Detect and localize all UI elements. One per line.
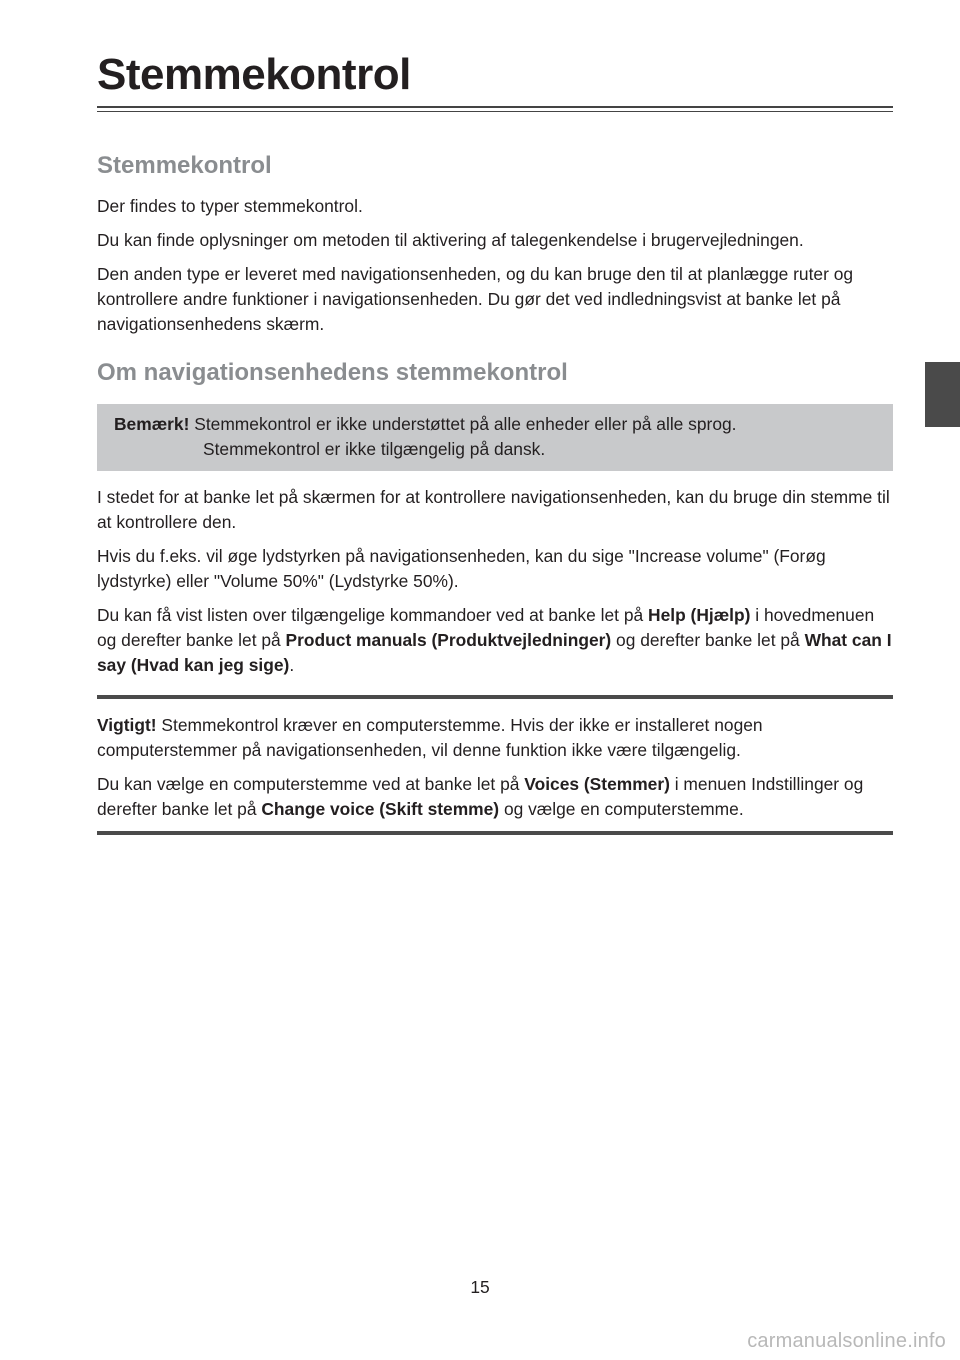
text-run: og vælge en computerstemme. [499,799,744,819]
note-label: Bemærk! [114,414,190,434]
section-heading-navigation-voice: Om navigationsenhedens stemmekontrol [97,359,568,386]
text-run: Du kan vælge en computerstemme ved at banke let på [97,774,525,794]
menu-term: Help (Hjælp) [648,605,751,625]
page-title: Stemmekontrol [97,50,411,99]
text-run: Stemmekontrol kræver en computerstemme. Hvis der ikke er installeret nogen computerstemmer på navigationsenheden, vil denne funktion ikke være tilgængelig. [97,715,763,760]
watermark: carmanualsonline.info [747,1330,946,1352]
note-text: Stemmekontrol er ikke understøttet på alle enheder eller på alle sprog. [189,414,737,434]
important-top-rule [97,695,893,699]
page-number: 15 [470,1277,490,1297]
paragraph: Du kan finde oplysninger om metoden til aktivering af talegenkendelse i brugervejledningen. [97,230,804,250]
menu-term: Change voice (Skift stemme) [261,799,500,819]
paragraph [97,713,893,763]
text-run: og derefter banke let på [611,630,805,650]
text-run: . [289,655,295,675]
important-box [97,713,893,822]
paragraph: Der findes to typer stemmekontrol. [97,196,363,216]
page-content [97,152,893,835]
note-line-1 [114,412,877,437]
menu-term: Product manuals (Produktvejledninger) [285,630,612,650]
important-label: Vigtigt! [97,715,157,735]
text-run: i menuen Indstillinger og derefter banke let på [97,774,864,819]
text-run: i hovedmenuen og derefter banke let på [97,605,875,650]
note-box [97,404,893,471]
title-rule [97,106,893,112]
note-line-2: Stemmekontrol er ikke tilgængelig på dansk. [203,439,546,459]
menu-term: Voices (Stemmer) [524,774,670,794]
paragraph: Den anden type er leveret med navigationsenheden, og du kan bruge den til at planlægge ruter og kontrollere andre funktioner i navigationsenheden. Du gør det ved indledningsvist at banke let på navigationsenhedens skærm. [97,264,854,334]
important-bottom-rule [97,831,893,835]
section-heading-stemmekontrol: Stemmekontrol [97,152,272,179]
menu-term: What can I say (Hvad kan jeg sige) [97,630,892,675]
paragraph [97,772,893,822]
paragraph: Hvis du f.eks. vil øge lydstyrken på navigationsenheden, kan du sige "Increase volume" (Forøg lydstyrke) eller "Volume 50%" (Lydstyrke 50%). [97,546,826,591]
text-run: Du kan få vist listen over tilgængelige kommandoer ved at banke let på [97,605,649,625]
chapter-tab [925,362,960,427]
paragraph: I stedet for at banke let på skærmen for at kontrollere navigationsenheden, kan du bruge din stemme til at kontrollere den. [97,487,890,532]
paragraph [97,603,893,678]
